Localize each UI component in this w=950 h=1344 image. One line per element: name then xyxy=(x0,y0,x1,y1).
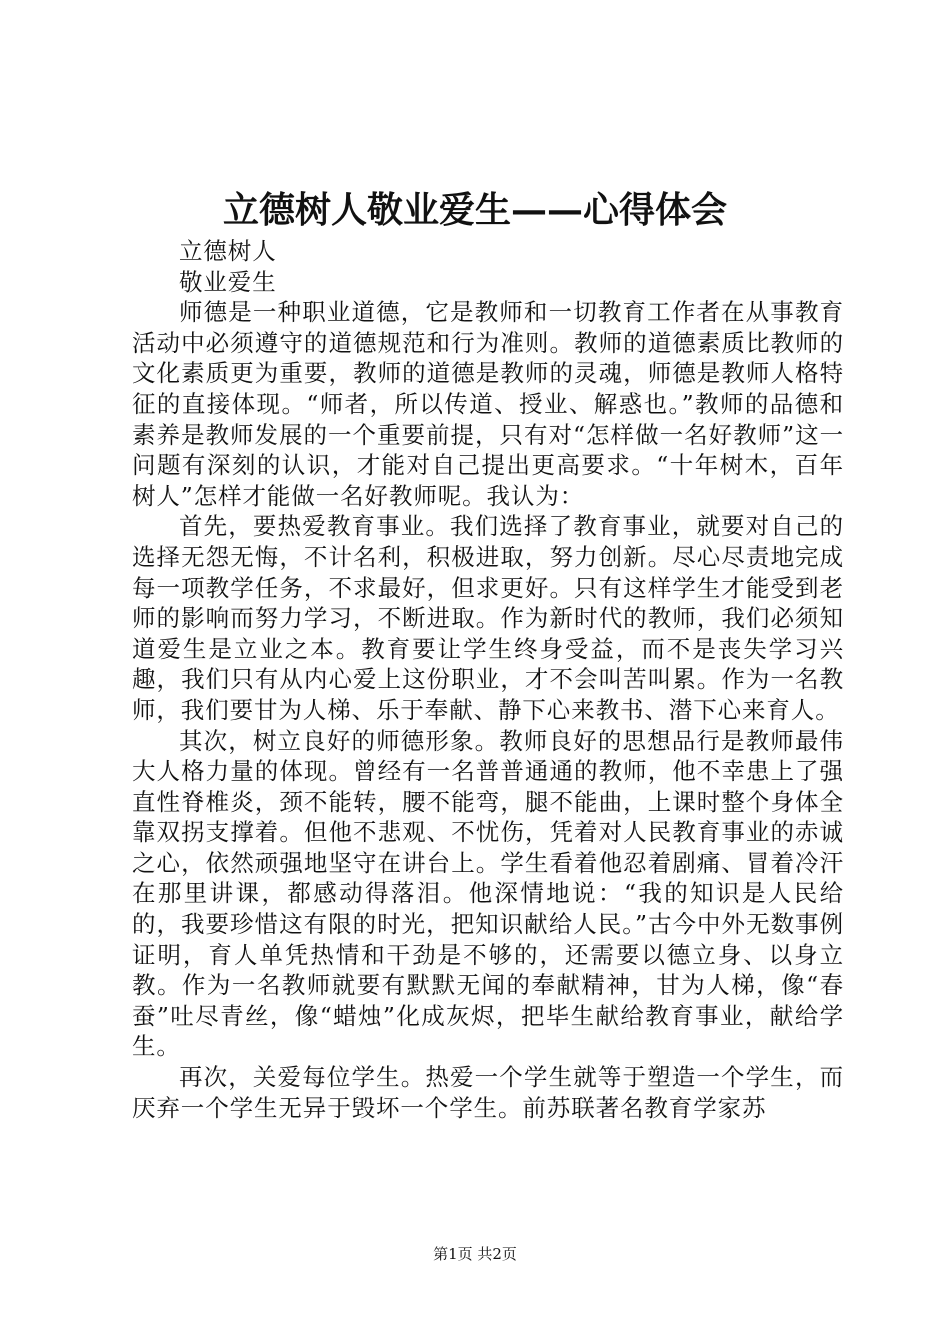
paragraph-third: 再次，关爱每位学生。热爱一个学生就等于塑造一个学生，而厌弃一个学生无异于毁坏一个学生。前苏联著名教育学家苏 xyxy=(132,1063,844,1122)
subheading-2: 敬业爱生 xyxy=(179,267,277,296)
page-number-footer: 第1页 共2页 xyxy=(433,1245,517,1263)
document-body xyxy=(132,236,844,1123)
document-title: 立德树人敬业爱生——心得体会 xyxy=(222,189,727,231)
subheading-1: 立德树人 xyxy=(179,237,277,265)
paragraph-first: 首先，要热爱教育事业。我们选择了教育事业，就要对自己的选择无怨无悔，不计名利，积极进取，努力创新。尽心尽责地完成每一项教学任务，不求最好，但求更好。只有这样学生才能受到老师的影响而努力学习，不断进取。作为新时代的教师，我们必须知道爱生是立业之本。教育要让学生终身受益，而不是丧失学习兴趣，我们只有从内心爱上这份职业，才不会叫苦叫累。作为一名教师，我们要甘为人梯、乐于奉献、静下心来教书、潜下心来育人。 xyxy=(132,512,844,724)
paragraph-intro: 师德是一种职业道德，它是教师和一切教育工作者在从事教育活动中必须遵守的道德规范和行为准则。教师的道德素质比教师的文化素质更为重要，教师的道德是教师的灵魂，师德是教师人格特征的直接体现。“师者，所以传道、授业、解惑也。”教师的品德和素养是教师发展的一个重要前提，只有对“怎样做一名好教师”这一问题有深刻的认识，才能对自己提出更高要求。“十年树木，百年树人”怎样才能做一名好教师呢。我认为： xyxy=(132,298,844,510)
paragraph-second: 其次，树立良好的师德形象。教师良好的思想品行是教师最伟大人格力量的体现。曾经有一名普普通通的教师，他不幸患上了强直性脊椎炎，颈不能转，腰不能弯，腿不能曲，上课时整个身体全靠双拐支撑着。但他不悲观、不忧伤，凭着对人民教育事业的赤诚之心，依然顽强地坚守在讲台上。学生看着他忍着剧痛、冒着冷汗在那里讲课，都感动得落泪。他深情地说：“我的知识是人民给的，我要珍惜这有限的时光，把知识献给人民。”古今中外无数事例证明，育人单凭热情和干劲是不够的，还需要以德立身、以身立教。作为一名教师就要有默默无闻的奉献精神，甘为人梯，像“春蚕”吐尽青丝，像“蜡烛”化成灰烬，把毕生献给教育事业，献给学生。 xyxy=(132,726,844,1061)
